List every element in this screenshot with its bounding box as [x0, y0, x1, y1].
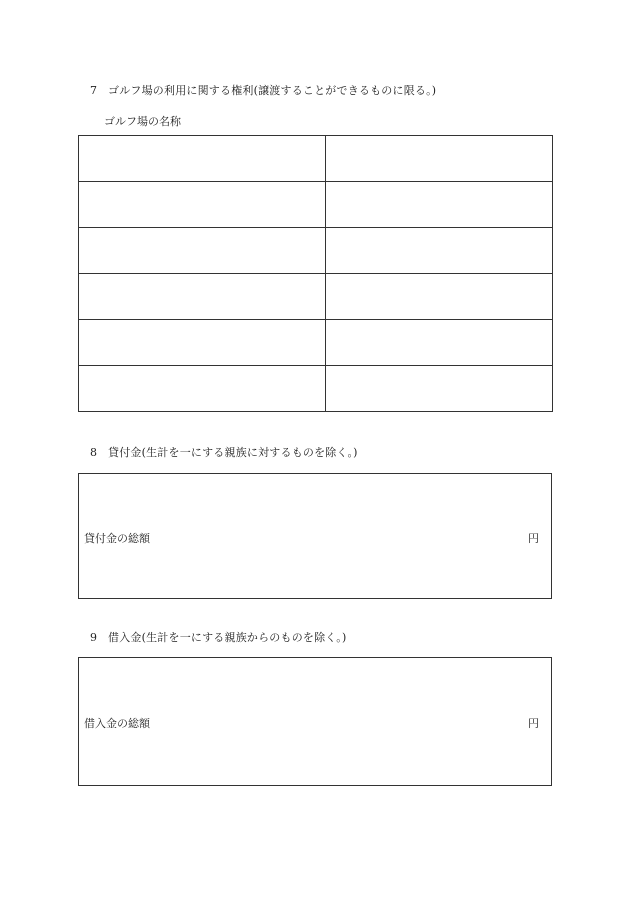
loan-total-box[interactable] [78, 473, 552, 599]
section-7-heading [90, 82, 436, 98]
table-cell-name[interactable] [79, 182, 326, 228]
borrowing-total-box[interactable] [78, 657, 552, 786]
section-9-number: 9 [90, 631, 98, 644]
table-row [79, 320, 553, 366]
section-9-title: 借入金(生計を一にする親族からのものを除く。) [108, 631, 347, 644]
section-9-heading [90, 629, 346, 645]
table-row [79, 136, 553, 182]
loan-total-unit: 円 [528, 532, 539, 545]
table-row [79, 182, 553, 228]
section-8-heading [90, 444, 358, 460]
loan-total-label: 貸付金の総額 [84, 532, 150, 545]
table-cell-value[interactable] [326, 274, 553, 320]
section-7-number: 7 [90, 84, 98, 97]
table-row [79, 366, 553, 412]
borrowing-total-unit: 円 [528, 717, 539, 730]
table-cell-value[interactable] [326, 136, 553, 182]
section-7-title: ゴルフ場の利用に関する権利(譲渡することができるものに限る。) [108, 84, 437, 97]
table-row [79, 228, 553, 274]
borrowing-total-label: 借入金の総額 [84, 717, 150, 730]
golf-course-table [78, 135, 553, 412]
table-cell-name[interactable] [79, 274, 326, 320]
table-cell-value[interactable] [326, 366, 553, 412]
section-8-number: 8 [90, 446, 98, 459]
table-cell-name[interactable] [79, 228, 326, 274]
table-cell-value[interactable] [326, 228, 553, 274]
table-row [79, 274, 553, 320]
table-cell-name[interactable] [79, 320, 326, 366]
table-cell-value[interactable] [326, 182, 553, 228]
table-cell-name[interactable] [79, 136, 326, 182]
section-8-title: 貸付金(生計を一にする親族に対するものを除く。) [108, 446, 358, 459]
table-cell-name[interactable] [79, 366, 326, 412]
table-cell-value[interactable] [326, 320, 553, 366]
golf-course-name-label: ゴルフ場の名称 [104, 115, 181, 128]
